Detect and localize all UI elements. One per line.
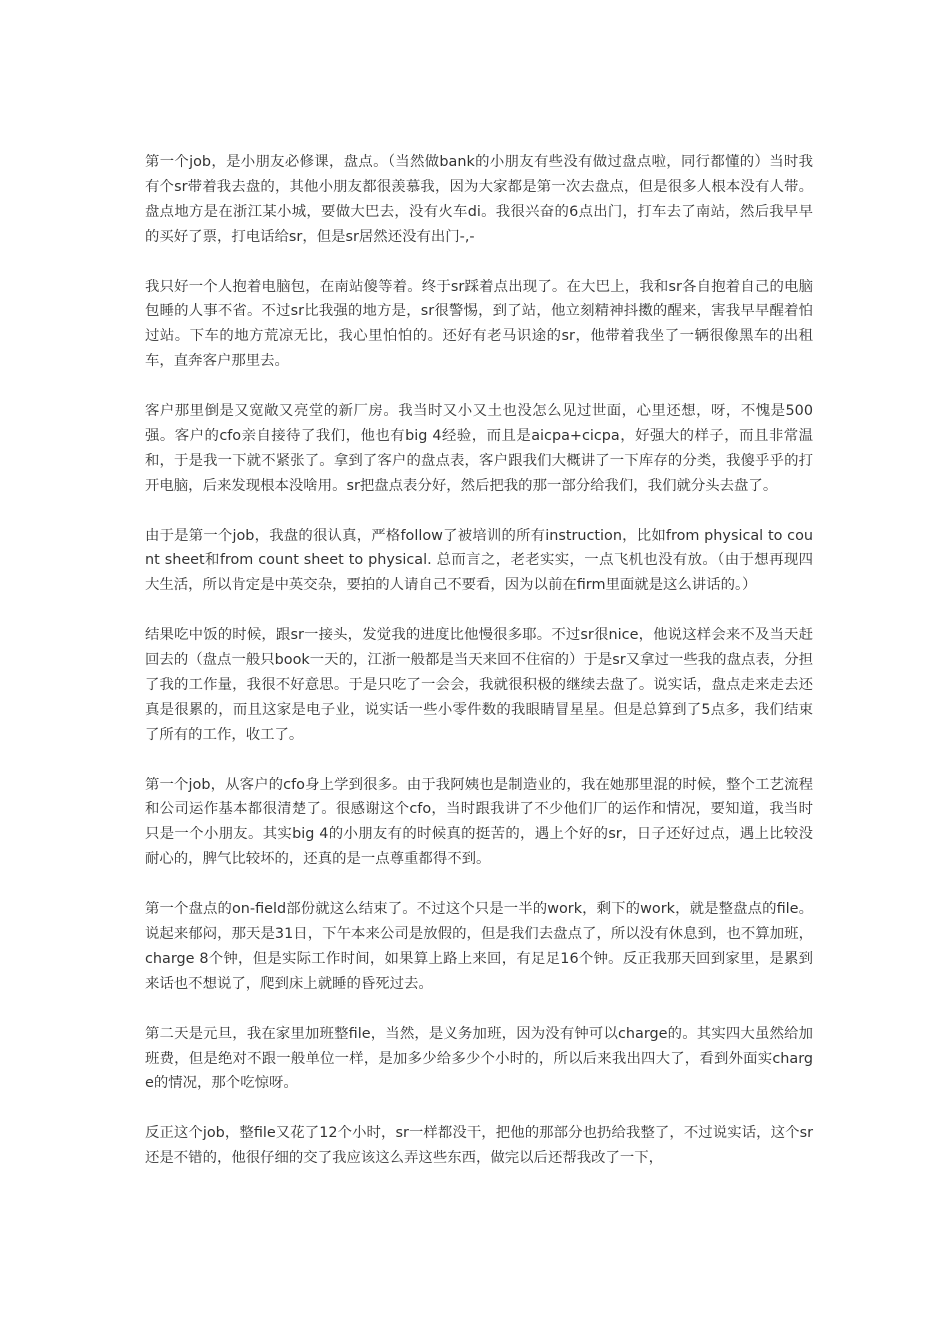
article-body bbox=[145, 150, 813, 1196]
paragraph-5: 结果吃中饭的时候，跟sr一接头，发觉我的进度比他慢很多耶。不过sr很nice，他说这样会来不及当天赶回去的（盘点一般只book一天的，江浙一般都是当天来回不住宿的）于是sr又拿过一些我的盘点表，分担了我的工作量，我很不好意思。于是只吃了一会会，我就很积极的继续去盘了。说实话，盘点走来走去还真是很累的，而且这家是电子业，说实话一些小零件数的我眼睛冒星星。但是总算到了5点多，我们结束了所有的工作，收工了。 bbox=[145, 627, 813, 743]
paragraph-9: 反正这个job，整file又花了12个小时，sr一样都没干，把他的那部分也扔给我整了，不过说实话，这个sr还是不错的，他很仔细的交了我应该这么弄这些东西，做完以后还帮我改了一下， bbox=[145, 1125, 813, 1167]
paragraph-4: 由于是第一个job，我盘的很认真，严格follow了被培训的所有instruction，比如from physical to count sheet和from count sheet to physical. 总而言之，老老实实，一点飞机也没有放。（由于想再现四大生活，所以肯定是中英交杂，要拍的人请自己不要看，因为以前在firm里面就是这么讲话的。） bbox=[145, 527, 813, 594]
paragraph-7: 第一个盘点的on-field部份就这么结束了。不过这个只是一半的work，剩下的work，就是整盘点的file。说起来郁闷，那天是31日，下午本来公司是放假的，但是我们去盘点了，所以没有休息到，也不算加班，charge 8个钟，但是实际工作时间，如果算上路上来回，有足足16个钟。反正我那天回到家里，是累到来话也不想说了，爬到床上就睡的昏死过去。 bbox=[145, 901, 813, 992]
paragraph-3: 客户那里倒是又宽敞又亮堂的新厂房。我当时又小又土也没怎么见过世面，心里还想，呀，不愧是500强。客户的cfo亲自接待了我们，他也有big 4经验，而且是aicpa+cicpa，好强大的样子，而且非常温和，于是我一下就不紧张了。拿到了客户的盘点表，客户跟我们大概讲了一下库存的分类，我傻乎乎的打开电脑，后来发现根本没啥用。sr把盘点表分好，然后把我的那一部分给我们，我们就分头去盘了。 bbox=[145, 403, 813, 494]
paragraph-8: 第二天是元旦，我在家里加班整file，当然，是义务加班，因为没有钟可以charge的。其实四大虽然给加班费，但是绝对不跟一般单位一样，是加多少给多少个小时的，所以后来我出四大了，看到外面实charge的情况，那个吃惊呀。 bbox=[145, 1025, 813, 1092]
paragraph-2: 我只好一个人抱着电脑包，在南站傻等着。终于sr踩着点出现了。在大巴上，我和sr各自抱着自己的电脑包睡的人事不省。不过sr比我强的地方是，sr很警惕，到了站，他立刻精神抖擞的醒来，害我早早醒着怕过站。下车的地方荒凉无比，我心里怕怕的。还好有老马识途的sr，他带着我坐了一辆很像黑车的出租车，直奔客户那里去。 bbox=[145, 278, 813, 370]
paragraph-1: 第一个job，是小朋友必修课，盘点。（当然做bank的小朋友有些没有做过盘点啦，同行都懂的）当时我有个sr带着我去盘的，其他小朋友都很羡慕我，因为大家都是第一次去盘点，但是很多人根本没有人带。盘点地方是在浙江某小城，要做大巴去，没有火车di。我很兴奋的6点出门，打车去了南站，然后我早早的买好了票，打电话给sr，但是sr居然还没有出门-,- bbox=[145, 154, 813, 245]
paragraph-6: 第一个job，从客户的cfo身上学到很多。由于我阿姨也是制造业的，我在她那里混的时候，整个工艺流程和公司运作基本都很清楚了。很感谢这个cfo，当时跟我讲了不少他们厂的运作和情况，要知道，我当时只是一个小朋友。其实big 4的小朋友有的时候真的挺苦的，遇上个好的sr，日子还好过点，遇上比较没耐心的，脾气比较坏的，还真的是一点尊重都得不到。 bbox=[145, 776, 813, 868]
